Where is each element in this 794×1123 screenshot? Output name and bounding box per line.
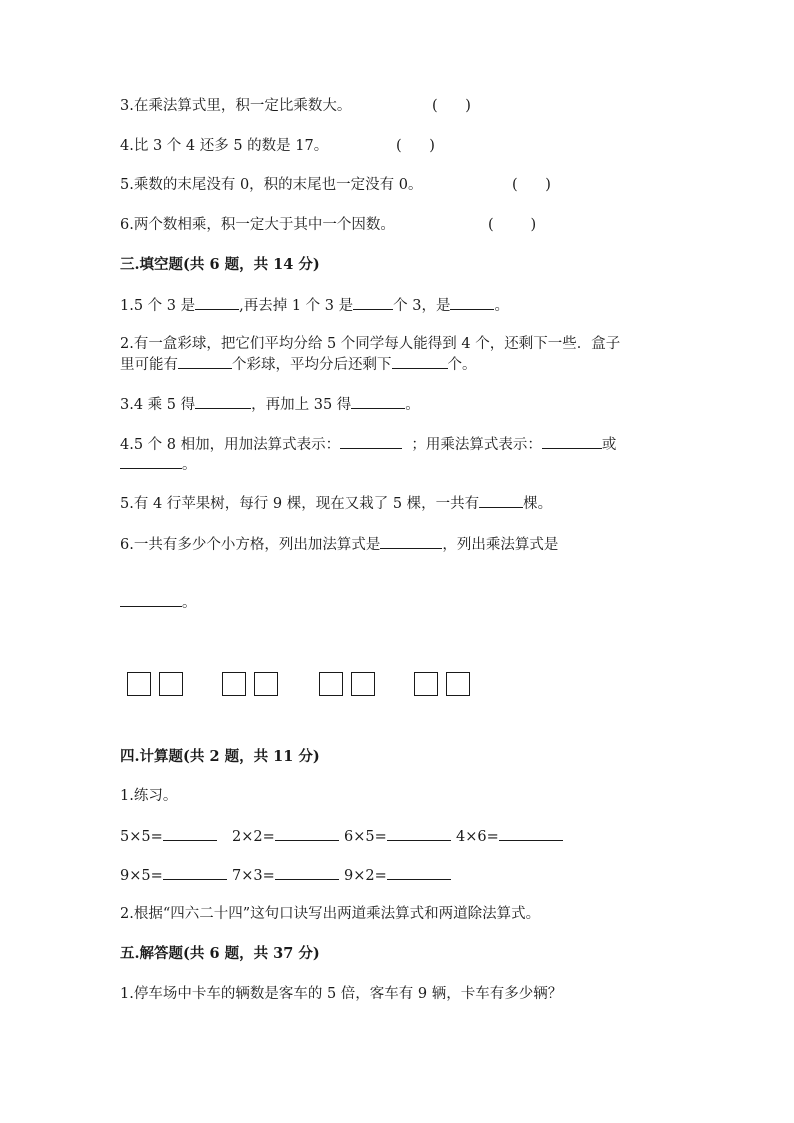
answer-blank[interactable] <box>387 826 451 841</box>
calc-expression: 6×5= <box>344 829 387 845</box>
question-text: 。 <box>182 457 197 473</box>
judge-question-6 <box>120 215 395 235</box>
small-square <box>351 672 375 696</box>
question-text: ，列出乘法算式是 <box>442 537 559 553</box>
question-text: 3.在乘法算式里，积一定比乘数大。 <box>120 98 352 114</box>
calc-expression: 9×2= <box>344 868 387 884</box>
answer-blank[interactable] <box>163 865 227 880</box>
fill-question-2-line2 <box>120 354 477 375</box>
answer-blank[interactable] <box>120 454 182 469</box>
answer-blank[interactable] <box>387 865 451 880</box>
answer-blank[interactable] <box>195 394 251 409</box>
question-text: 6.两个数相乘，积一定大于其中一个因数。 <box>120 217 395 233</box>
question-text: 。 <box>494 298 509 314</box>
answer-blank[interactable] <box>380 534 442 549</box>
answer-blank[interactable] <box>120 592 182 607</box>
answer-parentheses[interactable]: ( ) <box>432 98 471 114</box>
question-text: 5.有 4 行苹果树，每行 9 棵，现在又栽了 5 棵，一共有 <box>120 496 480 512</box>
answer-parentheses[interactable]: ( ) <box>396 138 435 154</box>
answer-blank[interactable] <box>499 826 563 841</box>
question-text: ，再加上 35 得 <box>251 397 352 413</box>
calc-question-1: 1.练习。 <box>120 788 178 804</box>
answer-blank[interactable] <box>275 826 339 841</box>
calc-expression: 7×3= <box>232 868 275 884</box>
fill-question-1 <box>120 295 509 316</box>
small-square <box>159 672 183 696</box>
small-square <box>127 672 151 696</box>
question-text: ,再去掉 1 个 3 是 <box>239 298 354 314</box>
judge-question-4 <box>120 136 328 156</box>
small-square <box>319 672 343 696</box>
judge-question-5 <box>120 175 423 195</box>
question-text: 个 3，是 <box>393 298 451 314</box>
section-heading-calculation: 四.计算题(共 2 题，共 11 分) <box>120 748 320 765</box>
calc-item <box>232 826 339 847</box>
question-text: 6.一共有多少个小方格，列出加法算式是 <box>120 537 381 553</box>
question-text: 里可能有 <box>120 357 178 373</box>
fill-question-2-line1: 2.有一盒彩球，把它们平均分给 5 个同学每人能得到 4 个，还剩下一些．盒子 <box>120 336 621 352</box>
calc-item <box>344 826 451 847</box>
fill-question-6 <box>120 534 558 555</box>
question-text: 1.5 个 3 是 <box>120 298 196 314</box>
answer-blank[interactable] <box>163 826 217 841</box>
calc-expression: 2×2= <box>232 829 275 845</box>
section-heading-word-problems: 五.解答题(共 6 题，共 37 分) <box>120 945 320 962</box>
fill-question-5 <box>120 493 552 514</box>
question-text: ；用乘法算式表示： <box>411 437 542 453</box>
answer-parentheses[interactable]: ( ) <box>512 177 551 193</box>
calc-item <box>456 826 563 847</box>
fill-question-4-line2 <box>120 454 197 475</box>
question-text: 。 <box>182 595 197 611</box>
judge-question-3 <box>120 96 351 116</box>
answer-parentheses[interactable]: ( ) <box>488 217 537 233</box>
small-square <box>446 672 470 696</box>
calc-expression: 4×6= <box>456 829 499 845</box>
question-text: 或 <box>601 437 617 453</box>
question-text: 个彩球，平均分后还剩下 <box>232 357 392 373</box>
answer-blank[interactable] <box>479 493 523 508</box>
answer-blank[interactable] <box>178 354 232 369</box>
answer-blank[interactable] <box>275 865 339 880</box>
fill-question-3 <box>120 394 420 415</box>
calc-item <box>120 826 217 847</box>
small-square <box>254 672 278 696</box>
calc-item <box>232 865 339 886</box>
question-text: 。 <box>405 397 420 413</box>
small-square <box>222 672 246 696</box>
answer-blank[interactable] <box>392 354 448 369</box>
word-problem-1: 1.停车场中卡车的辆数是客车的 5 倍，客车有 9 辆，卡车有多少辆？ <box>120 986 563 1002</box>
fill-question-4-line1 <box>120 434 616 455</box>
question-text: 个。 <box>447 357 477 373</box>
question-text: 棵。 <box>523 496 553 512</box>
fill-question-6-answer-line <box>120 592 197 613</box>
question-text: 5.乘数的末尾没有 0，积的末尾也一定没有 0。 <box>120 177 423 193</box>
question-text: 3.4 乘 5 得 <box>120 397 196 413</box>
small-square <box>414 672 438 696</box>
question-text: 4.比 3 个 4 还多 5 的数是 17。 <box>120 138 329 154</box>
answer-blank[interactable] <box>340 434 402 449</box>
answer-blank[interactable] <box>450 295 494 310</box>
answer-blank[interactable] <box>195 295 239 310</box>
calc-expression: 9×5= <box>120 868 163 884</box>
answer-blank[interactable] <box>353 295 393 310</box>
calc-item <box>344 865 451 886</box>
calc-expression: 5×5= <box>120 829 163 845</box>
section-heading-fill-in: 三.填空题(共 6 题，共 14 分) <box>120 256 320 273</box>
calc-question-2: 2.根据“四六二十四”这句口诀写出两道乘法算式和两道除法算式。 <box>120 906 541 922</box>
calc-item <box>120 865 227 886</box>
question-text: 4.5 个 8 相加，用加法算式表示： <box>120 437 341 453</box>
answer-blank[interactable] <box>542 434 602 449</box>
answer-blank[interactable] <box>351 394 405 409</box>
